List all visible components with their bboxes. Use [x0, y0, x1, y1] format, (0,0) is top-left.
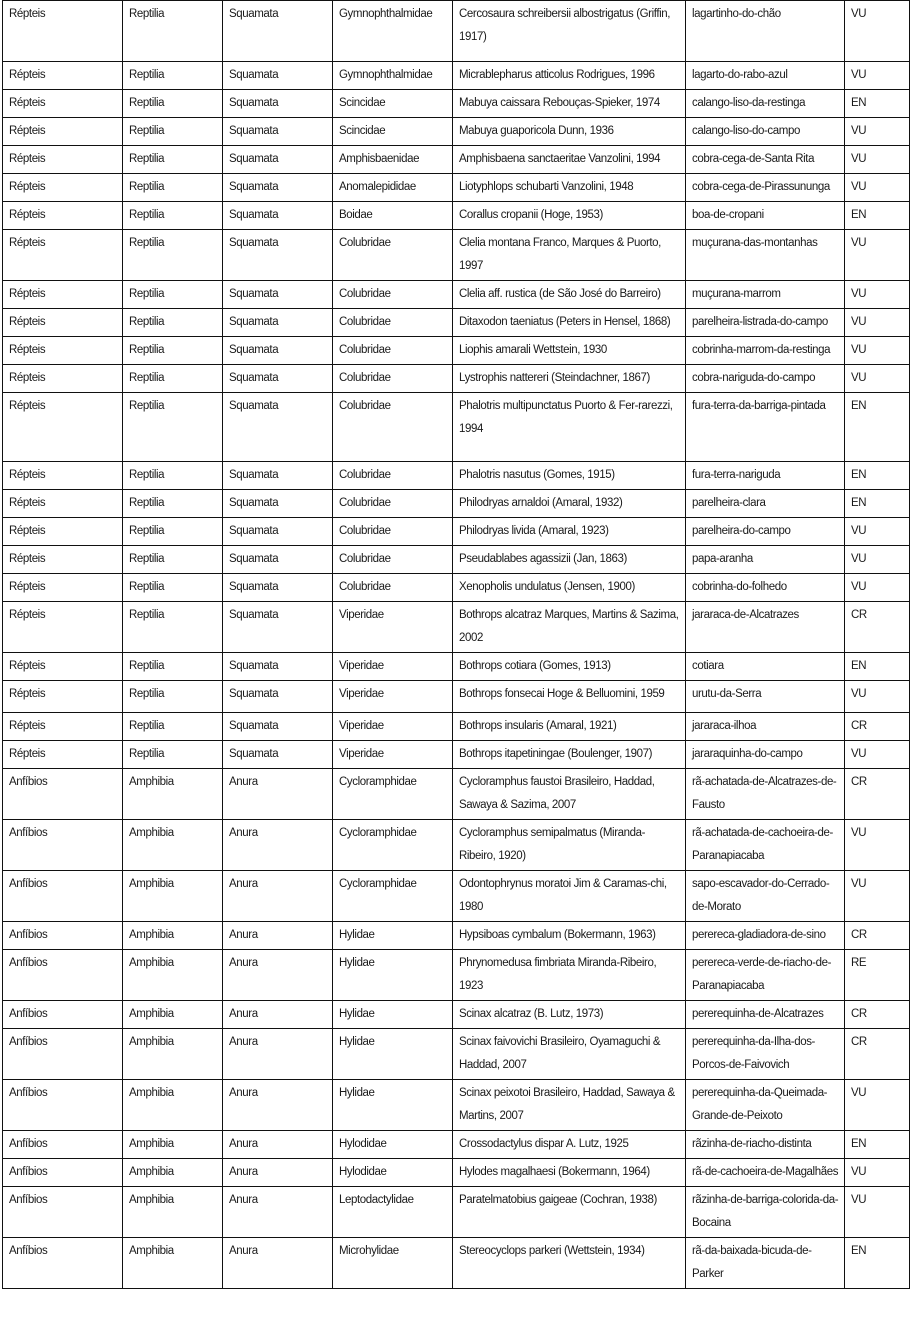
cell-family: Viperidae — [333, 741, 453, 769]
cell-common-name: jararaca-ilhoa — [686, 713, 845, 741]
cell-common-name: cobrinha-marrom-da-restinga — [686, 337, 845, 365]
table-row — [3, 337, 910, 365]
cell-family: Colubridae — [333, 574, 453, 602]
cell-common-name: parelheira-clara — [686, 490, 845, 518]
cell-family: Hylidae — [333, 1001, 453, 1029]
cell-order: Anura — [223, 950, 333, 1001]
cell-order: Anura — [223, 1159, 333, 1187]
cell-status: VU — [845, 365, 910, 393]
cell-class: Reptilia — [123, 393, 223, 462]
cell-family: Gymnophthalmidae — [333, 1, 453, 62]
cell-group: Répteis — [3, 518, 123, 546]
cell-order: Squamata — [223, 393, 333, 462]
cell-common-name: lagartinho-do-chão — [686, 1, 845, 62]
cell-status: CR — [845, 1001, 910, 1029]
cell-status: VU — [845, 1, 910, 62]
cell-group: Anfíbios — [3, 922, 123, 950]
cell-species: Bothrops alcatraz Marques, Martins & Sazima, 2002 — [453, 602, 686, 653]
table-row — [3, 393, 910, 462]
cell-species: Cycloramphus faustoi Brasileiro, Haddad, Sawaya & Sazima, 2007 — [453, 769, 686, 820]
cell-order: Squamata — [223, 741, 333, 769]
cell-group: Répteis — [3, 90, 123, 118]
cell-order: Squamata — [223, 62, 333, 90]
cell-status: CR — [845, 713, 910, 741]
cell-status: VU — [845, 741, 910, 769]
cell-order: Squamata — [223, 574, 333, 602]
cell-common-name: fura-terra-da-barriga-pintada — [686, 393, 845, 462]
cell-species: Liotyphlops schubarti Vanzolini, 1948 — [453, 174, 686, 202]
cell-status: VU — [845, 281, 910, 309]
cell-class: Amphibia — [123, 1029, 223, 1080]
cell-group: Répteis — [3, 146, 123, 174]
table-row — [3, 871, 910, 922]
cell-group: Répteis — [3, 741, 123, 769]
cell-status: VU — [845, 574, 910, 602]
cell-group: Anfíbios — [3, 950, 123, 1001]
cell-status: VU — [845, 309, 910, 337]
cell-class: Reptilia — [123, 653, 223, 681]
cell-status: CR — [845, 922, 910, 950]
cell-common-name: cobra-cega-de-Santa Rita — [686, 146, 845, 174]
table-row — [3, 462, 910, 490]
cell-order: Anura — [223, 1238, 333, 1289]
cell-common-name: fura-terra-nariguda — [686, 462, 845, 490]
table-row — [3, 653, 910, 681]
table-row — [3, 1001, 910, 1029]
table-row — [3, 574, 910, 602]
cell-family: Colubridae — [333, 337, 453, 365]
cell-status: RE — [845, 950, 910, 1001]
cell-family: Viperidae — [333, 713, 453, 741]
cell-family: Cycloramphidae — [333, 820, 453, 871]
cell-order: Squamata — [223, 174, 333, 202]
cell-species: Bothrops itapetiningae (Boulenger, 1907) — [453, 741, 686, 769]
cell-family: Colubridae — [333, 462, 453, 490]
cell-group: Anfíbios — [3, 1029, 123, 1080]
cell-species: Bothrops cotiara (Gomes, 1913) — [453, 653, 686, 681]
cell-status: EN — [845, 653, 910, 681]
table-row — [3, 490, 910, 518]
cell-family: Hylidae — [333, 1080, 453, 1131]
cell-common-name: calango-liso-da-restinga — [686, 90, 845, 118]
table-row — [3, 681, 910, 713]
cell-common-name: cobra-nariguda-do-campo — [686, 365, 845, 393]
cell-family: Microhylidae — [333, 1238, 453, 1289]
cell-species: Philodryas livida (Amaral, 1923) — [453, 518, 686, 546]
cell-class: Reptilia — [123, 490, 223, 518]
cell-status: EN — [845, 1238, 910, 1289]
cell-species: Bothrops fonsecai Hoge & Belluomini, 1959 — [453, 681, 686, 713]
cell-class: Reptilia — [123, 281, 223, 309]
cell-species: Xenopholis undulatus (Jensen, 1900) — [453, 574, 686, 602]
cell-species: Corallus cropanii (Hoge, 1953) — [453, 202, 686, 230]
cell-family: Anomalepididae — [333, 174, 453, 202]
cell-common-name: pererequinha-de-Alcatrazes — [686, 1001, 845, 1029]
cell-class: Reptilia — [123, 546, 223, 574]
cell-family: Hylodidae — [333, 1131, 453, 1159]
cell-status: EN — [845, 462, 910, 490]
cell-family: Cycloramphidae — [333, 769, 453, 820]
table-row — [3, 820, 910, 871]
cell-status: CR — [845, 769, 910, 820]
cell-group: Répteis — [3, 681, 123, 713]
cell-status: VU — [845, 518, 910, 546]
cell-common-name: rãzinha-de-riacho-distinta — [686, 1131, 845, 1159]
cell-family: Colubridae — [333, 546, 453, 574]
cell-order: Squamata — [223, 146, 333, 174]
cell-class: Amphibia — [123, 871, 223, 922]
cell-species: Liophis amarali Wettstein, 1930 — [453, 337, 686, 365]
table-row — [3, 769, 910, 820]
cell-common-name: jararaca-de-Alcatrazes — [686, 602, 845, 653]
cell-class: Reptilia — [123, 337, 223, 365]
cell-status: CR — [845, 1029, 910, 1080]
cell-class: Amphibia — [123, 950, 223, 1001]
cell-common-name: urutu-da-Serra — [686, 681, 845, 713]
cell-order: Squamata — [223, 337, 333, 365]
cell-group: Répteis — [3, 393, 123, 462]
cell-class: Reptilia — [123, 741, 223, 769]
cell-species: Cercosaura schreibersii albostrigatus (Griffin, 1917) — [453, 1, 686, 62]
cell-species: Scinax alcatraz (B. Lutz, 1973) — [453, 1001, 686, 1029]
cell-class: Amphibia — [123, 1001, 223, 1029]
cell-order: Squamata — [223, 281, 333, 309]
cell-group: Anfíbios — [3, 1131, 123, 1159]
cell-order: Anura — [223, 1001, 333, 1029]
cell-species: Amphisbaena sanctaeritae Vanzolini, 1994 — [453, 146, 686, 174]
cell-status: VU — [845, 337, 910, 365]
cell-group: Anfíbios — [3, 871, 123, 922]
cell-order: Squamata — [223, 602, 333, 653]
cell-common-name: papa-aranha — [686, 546, 845, 574]
table-row — [3, 1238, 910, 1289]
cell-family: Leptodactylidae — [333, 1187, 453, 1238]
table-row — [3, 202, 910, 230]
cell-species: Bothrops insularis (Amaral, 1921) — [453, 713, 686, 741]
cell-family: Viperidae — [333, 681, 453, 713]
cell-order: Squamata — [223, 681, 333, 713]
cell-group: Répteis — [3, 490, 123, 518]
cell-status: VU — [845, 174, 910, 202]
cell-species: Stereocyclops parkeri (Wettstein, 1934) — [453, 1238, 686, 1289]
cell-group: Anfíbios — [3, 1001, 123, 1029]
cell-class: Amphibia — [123, 1238, 223, 1289]
table-row — [3, 741, 910, 769]
cell-family: Hylidae — [333, 922, 453, 950]
cell-common-name: pererequinha-da-Queimada-Grande-de-Peixoto — [686, 1080, 845, 1131]
table-row — [3, 174, 910, 202]
cell-common-name: cotiara — [686, 653, 845, 681]
cell-class: Reptilia — [123, 309, 223, 337]
cell-common-name: calango-liso-do-campo — [686, 118, 845, 146]
cell-class: Reptilia — [123, 574, 223, 602]
cell-family: Colubridae — [333, 230, 453, 281]
cell-family: Amphisbaenidae — [333, 146, 453, 174]
cell-common-name: rã-achatada-de-Alcatrazes-de-Fausto — [686, 769, 845, 820]
cell-common-name: cobrinha-do-folhedo — [686, 574, 845, 602]
cell-family: Viperidae — [333, 653, 453, 681]
cell-group: Anfíbios — [3, 1159, 123, 1187]
cell-status: VU — [845, 681, 910, 713]
cell-species: Phalotris nasutus (Gomes, 1915) — [453, 462, 686, 490]
cell-group: Répteis — [3, 1, 123, 62]
table-row — [3, 309, 910, 337]
table-row — [3, 62, 910, 90]
cell-order: Squamata — [223, 90, 333, 118]
cell-class: Reptilia — [123, 90, 223, 118]
cell-group: Anfíbios — [3, 820, 123, 871]
cell-common-name: rã-achatada-de-cachoeira-de-Paranapiacaba — [686, 820, 845, 871]
cell-species: Scinax peixotoi Brasileiro, Haddad, Sawaya & Martins, 2007 — [453, 1080, 686, 1131]
cell-family: Cycloramphidae — [333, 871, 453, 922]
cell-class: Reptilia — [123, 146, 223, 174]
table-row — [3, 518, 910, 546]
cell-family: Colubridae — [333, 393, 453, 462]
cell-species: Mabuya caissara Rebouças-Spieker, 1974 — [453, 90, 686, 118]
cell-group: Anfíbios — [3, 1187, 123, 1238]
cell-order: Squamata — [223, 202, 333, 230]
table-row — [3, 1, 910, 62]
table-row — [3, 1080, 910, 1131]
cell-class: Amphibia — [123, 1131, 223, 1159]
table-row — [3, 950, 910, 1001]
cell-class: Reptilia — [123, 62, 223, 90]
cell-group: Répteis — [3, 174, 123, 202]
cell-class: Amphibia — [123, 1187, 223, 1238]
cell-group: Répteis — [3, 546, 123, 574]
cell-species: Clelia montana Franco, Marques & Puorto, 1997 — [453, 230, 686, 281]
cell-species: Phrynomedusa fimbriata Miranda-Ribeiro, 1923 — [453, 950, 686, 1001]
cell-class: Reptilia — [123, 118, 223, 146]
cell-common-name: parelheira-do-campo — [686, 518, 845, 546]
cell-status: EN — [845, 90, 910, 118]
cell-class: Reptilia — [123, 602, 223, 653]
table-row — [3, 546, 910, 574]
cell-group: Répteis — [3, 337, 123, 365]
cell-species: Pseudablabes agassizii (Jan, 1863) — [453, 546, 686, 574]
cell-group: Répteis — [3, 118, 123, 146]
table-row — [3, 365, 910, 393]
cell-family: Hylidae — [333, 950, 453, 1001]
cell-status: VU — [845, 1159, 910, 1187]
cell-status: VU — [845, 871, 910, 922]
cell-status: VU — [845, 820, 910, 871]
cell-order: Squamata — [223, 518, 333, 546]
table-row — [3, 281, 910, 309]
cell-species: Ditaxodon taeniatus (Peters in Hensel, 1868) — [453, 309, 686, 337]
cell-class: Reptilia — [123, 202, 223, 230]
cell-status: VU — [845, 1080, 910, 1131]
cell-class: Reptilia — [123, 1, 223, 62]
cell-class: Reptilia — [123, 174, 223, 202]
table-row — [3, 1029, 910, 1080]
cell-order: Anura — [223, 820, 333, 871]
cell-species: Paratelmatobius gaigeae (Cochran, 1938) — [453, 1187, 686, 1238]
cell-species: Lystrophis nattereri (Steindachner, 1867) — [453, 365, 686, 393]
cell-species: Mabuya guaporicola Dunn, 1936 — [453, 118, 686, 146]
cell-class: Amphibia — [123, 769, 223, 820]
cell-order: Anura — [223, 871, 333, 922]
cell-species: Scinax faivovichi Brasileiro, Oyamaguchi & Haddad, 2007 — [453, 1029, 686, 1080]
cell-common-name: rã-da-baixada-bicuda-de-Parker — [686, 1238, 845, 1289]
cell-status: VU — [845, 62, 910, 90]
cell-class: Amphibia — [123, 820, 223, 871]
cell-status: VU — [845, 118, 910, 146]
table-row — [3, 146, 910, 174]
cell-status: EN — [845, 490, 910, 518]
cell-common-name: muçurana-das-montanhas — [686, 230, 845, 281]
cell-group: Répteis — [3, 365, 123, 393]
cell-common-name: cobra-cega-de-Pirassununga — [686, 174, 845, 202]
cell-species: Odontophrynus moratoi Jim & Caramas-chi, 1980 — [453, 871, 686, 922]
cell-group: Répteis — [3, 62, 123, 90]
table-row — [3, 602, 910, 653]
cell-status: CR — [845, 602, 910, 653]
cell-class: Amphibia — [123, 1080, 223, 1131]
cell-group: Anfíbios — [3, 769, 123, 820]
table-row — [3, 713, 910, 741]
cell-order: Squamata — [223, 230, 333, 281]
cell-group: Répteis — [3, 230, 123, 281]
cell-class: Amphibia — [123, 922, 223, 950]
cell-common-name: rãzinha-de-barriga-colorida-da-Bocaina — [686, 1187, 845, 1238]
cell-group: Répteis — [3, 653, 123, 681]
cell-common-name: sapo-escavador-do-Cerrado-de-Morato — [686, 871, 845, 922]
cell-family: Gymnophthalmidae — [333, 62, 453, 90]
cell-common-name: boa-de-cropani — [686, 202, 845, 230]
cell-species: Micrablepharus atticolus Rodrigues, 1996 — [453, 62, 686, 90]
cell-order: Anura — [223, 1029, 333, 1080]
cell-common-name: jararaquinha-do-campo — [686, 741, 845, 769]
cell-class: Reptilia — [123, 713, 223, 741]
cell-class: Reptilia — [123, 230, 223, 281]
cell-status: EN — [845, 1131, 910, 1159]
cell-status: VU — [845, 546, 910, 574]
cell-species: Crossodactylus dispar A. Lutz, 1925 — [453, 1131, 686, 1159]
cell-group: Répteis — [3, 574, 123, 602]
cell-status: VU — [845, 146, 910, 174]
cell-order: Squamata — [223, 713, 333, 741]
cell-species: Hypsiboas cymbalum (Bokermann, 1963) — [453, 922, 686, 950]
cell-family: Scincidae — [333, 118, 453, 146]
table-row — [3, 118, 910, 146]
cell-group: Répteis — [3, 602, 123, 653]
table-row — [3, 1159, 910, 1187]
cell-common-name: rã-de-cachoeira-de-Magalhães — [686, 1159, 845, 1187]
cell-status: VU — [845, 1187, 910, 1238]
cell-common-name: lagarto-do-rabo-azul — [686, 62, 845, 90]
cell-group: Répteis — [3, 281, 123, 309]
cell-group: Répteis — [3, 713, 123, 741]
cell-species: Phalotris multipunctatus Puorto & Fer-rarezzi, 1994 — [453, 393, 686, 462]
cell-species: Clelia aff. rustica (de São José do Barreiro) — [453, 281, 686, 309]
cell-family: Colubridae — [333, 490, 453, 518]
cell-class: Reptilia — [123, 681, 223, 713]
cell-common-name: muçurana-marrom — [686, 281, 845, 309]
cell-status: VU — [845, 230, 910, 281]
cell-group: Anfíbios — [3, 1080, 123, 1131]
table-row — [3, 230, 910, 281]
cell-common-name: parelheira-listrada-do-campo — [686, 309, 845, 337]
cell-order: Squamata — [223, 1, 333, 62]
cell-class: Amphibia — [123, 1159, 223, 1187]
cell-group: Répteis — [3, 202, 123, 230]
cell-group: Répteis — [3, 309, 123, 337]
cell-order: Squamata — [223, 490, 333, 518]
cell-common-name: pererequinha-da-Ilha-dos-Porcos-de-Faivovich — [686, 1029, 845, 1080]
table-row — [3, 90, 910, 118]
cell-group: Anfíbios — [3, 1238, 123, 1289]
cell-order: Squamata — [223, 546, 333, 574]
cell-order: Anura — [223, 769, 333, 820]
cell-order: Anura — [223, 1131, 333, 1159]
cell-family: Boidae — [333, 202, 453, 230]
cell-common-name: perereca-verde-de-riacho-de-Paranapiacaba — [686, 950, 845, 1001]
cell-common-name: perereca-gladiadora-de-sino — [686, 922, 845, 950]
cell-status: EN — [845, 393, 910, 462]
table-row — [3, 1131, 910, 1159]
species-status-table — [2, 0, 910, 1289]
cell-order: Squamata — [223, 462, 333, 490]
table-row — [3, 1187, 910, 1238]
cell-species: Hylodes magalhaesi (Bokermann, 1964) — [453, 1159, 686, 1187]
cell-class: Reptilia — [123, 365, 223, 393]
cell-group: Répteis — [3, 462, 123, 490]
cell-family: Colubridae — [333, 309, 453, 337]
cell-order: Squamata — [223, 118, 333, 146]
cell-family: Hylidae — [333, 1029, 453, 1080]
cell-family: Colubridae — [333, 365, 453, 393]
cell-order: Anura — [223, 922, 333, 950]
cell-family: Hylodidae — [333, 1159, 453, 1187]
cell-family: Viperidae — [333, 602, 453, 653]
cell-class: Reptilia — [123, 462, 223, 490]
cell-order: Squamata — [223, 653, 333, 681]
table-row — [3, 922, 910, 950]
species-table-body — [3, 1, 910, 1289]
cell-order: Anura — [223, 1187, 333, 1238]
cell-family: Colubridae — [333, 518, 453, 546]
cell-class: Reptilia — [123, 518, 223, 546]
cell-species: Philodryas arnaldoi (Amaral, 1932) — [453, 490, 686, 518]
cell-order: Anura — [223, 1080, 333, 1131]
cell-status: EN — [845, 202, 910, 230]
cell-family: Colubridae — [333, 281, 453, 309]
cell-order: Squamata — [223, 309, 333, 337]
cell-order: Squamata — [223, 365, 333, 393]
cell-family: Scincidae — [333, 90, 453, 118]
cell-species: Cycloramphus semipalmatus (Miranda-Ribeiro, 1920) — [453, 820, 686, 871]
